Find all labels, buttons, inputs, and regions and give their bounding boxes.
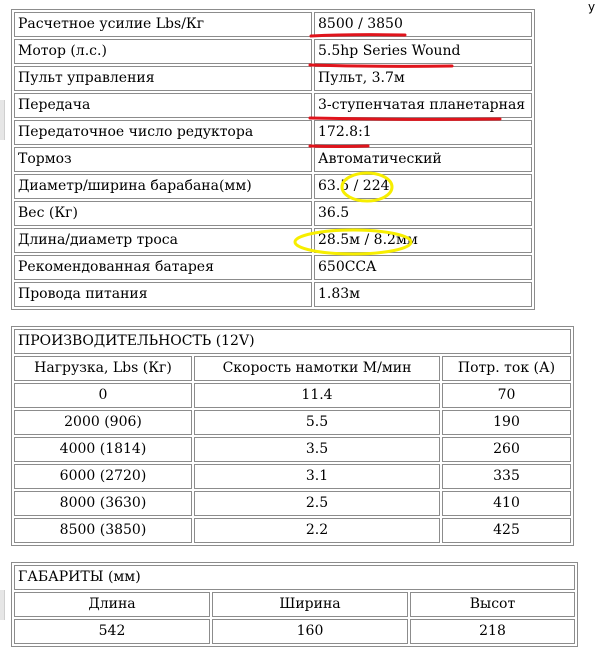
spec-label: Пульт управления bbox=[14, 66, 312, 91]
current-cell: 70 bbox=[442, 383, 571, 408]
speed-cell: 3.1 bbox=[194, 464, 440, 489]
spec-row bbox=[14, 255, 532, 280]
spec-value: Автоматический bbox=[314, 147, 532, 172]
spec-value: 5.5hp Series Wound bbox=[314, 39, 532, 64]
column-header: Скорость намотки М/мин bbox=[194, 356, 440, 381]
spec-value: 172.8:1 bbox=[314, 120, 532, 145]
spec-label: Провода питания bbox=[14, 282, 312, 307]
left-edge-tab bbox=[0, 100, 5, 140]
spec-row bbox=[14, 282, 532, 307]
table-row bbox=[14, 491, 571, 516]
table-row bbox=[14, 410, 571, 435]
performance-table bbox=[11, 326, 574, 546]
current-cell: 335 bbox=[442, 464, 571, 489]
spec-row bbox=[14, 174, 532, 199]
table-row bbox=[14, 464, 571, 489]
current-cell: 260 bbox=[442, 437, 571, 462]
spec-row bbox=[14, 66, 532, 91]
table-row bbox=[14, 383, 571, 408]
spec-row bbox=[14, 228, 532, 253]
table-row bbox=[14, 619, 575, 644]
column-header: Нагрузка, Lbs (Кг) bbox=[14, 356, 192, 381]
column-header: Потр. ток (А) bbox=[442, 356, 571, 381]
spec-value: 36.5 bbox=[314, 201, 532, 226]
speed-cell: 11.4 bbox=[194, 383, 440, 408]
dimensions-table bbox=[11, 562, 578, 647]
spec-value: 3-ступенчатая планетарная bbox=[314, 93, 532, 118]
spec-label: Вес (Кг) bbox=[14, 201, 312, 226]
current-cell: 425 bbox=[442, 518, 571, 543]
spec-label: Тормоз bbox=[14, 147, 312, 172]
spec-label: Расчетное усилие Lbs/Кг bbox=[14, 12, 312, 37]
spec-label: Мотор (л.с.) bbox=[14, 39, 312, 64]
spec-value: Пульт, 3.7м bbox=[314, 66, 532, 91]
spec-row bbox=[14, 93, 532, 118]
spec-row bbox=[14, 147, 532, 172]
load-cell: 0 bbox=[14, 383, 192, 408]
dimensions-title: ГАБАРИТЫ (мм) bbox=[14, 565, 575, 590]
load-cell: 4000 (1814) bbox=[14, 437, 192, 462]
column-header: Ширина bbox=[212, 592, 408, 617]
speed-cell: 2.2 bbox=[194, 518, 440, 543]
spec-row bbox=[14, 39, 532, 64]
load-cell: 2000 (906) bbox=[14, 410, 192, 435]
spec-row bbox=[14, 120, 532, 145]
spec-label: Передаточное число редуктора bbox=[14, 120, 312, 145]
table-title-row bbox=[14, 329, 571, 354]
spec-label: Длина/диаметр троса bbox=[14, 228, 312, 253]
spec-value: 63.5 / 224 bbox=[314, 174, 532, 199]
spec-row bbox=[14, 201, 532, 226]
spec-value: 28.5м / 8.2мм bbox=[314, 228, 532, 253]
spec-value: 650CCA bbox=[314, 255, 532, 280]
spec-label: Диаметр/ширина барабана(мм) bbox=[14, 174, 312, 199]
spec-row bbox=[14, 12, 532, 37]
load-cell: 8500 (3850) bbox=[14, 518, 192, 543]
current-cell: 410 bbox=[442, 491, 571, 516]
load-cell: 6000 (2720) bbox=[14, 464, 192, 489]
column-header: Высот bbox=[410, 592, 575, 617]
left-edge-tab bbox=[0, 590, 5, 620]
performance-title: ПРОИЗВОДИТЕЛЬНОСТЬ (12V) bbox=[14, 329, 571, 354]
column-header: Длина bbox=[14, 592, 210, 617]
current-cell: 190 bbox=[442, 410, 571, 435]
corner-glyph: у bbox=[588, 0, 596, 14]
table-header-row bbox=[14, 592, 575, 617]
specs-table bbox=[11, 9, 535, 310]
speed-cell: 2.5 bbox=[194, 491, 440, 516]
spec-value: 1.83м bbox=[314, 282, 532, 307]
table-row bbox=[14, 437, 571, 462]
speed-cell: 3.5 bbox=[194, 437, 440, 462]
height-value: 218 bbox=[410, 619, 575, 644]
table-title-row bbox=[14, 565, 575, 590]
width-value: 160 bbox=[212, 619, 408, 644]
spec-value: 8500 / 3850 bbox=[314, 12, 532, 37]
speed-cell: 5.5 bbox=[194, 410, 440, 435]
length-value: 542 bbox=[14, 619, 210, 644]
table-row bbox=[14, 518, 571, 543]
spec-label: Передача bbox=[14, 93, 312, 118]
spec-label: Рекомендованная батарея bbox=[14, 255, 312, 280]
table-header-row bbox=[14, 356, 571, 381]
load-cell: 8000 (3630) bbox=[14, 491, 192, 516]
